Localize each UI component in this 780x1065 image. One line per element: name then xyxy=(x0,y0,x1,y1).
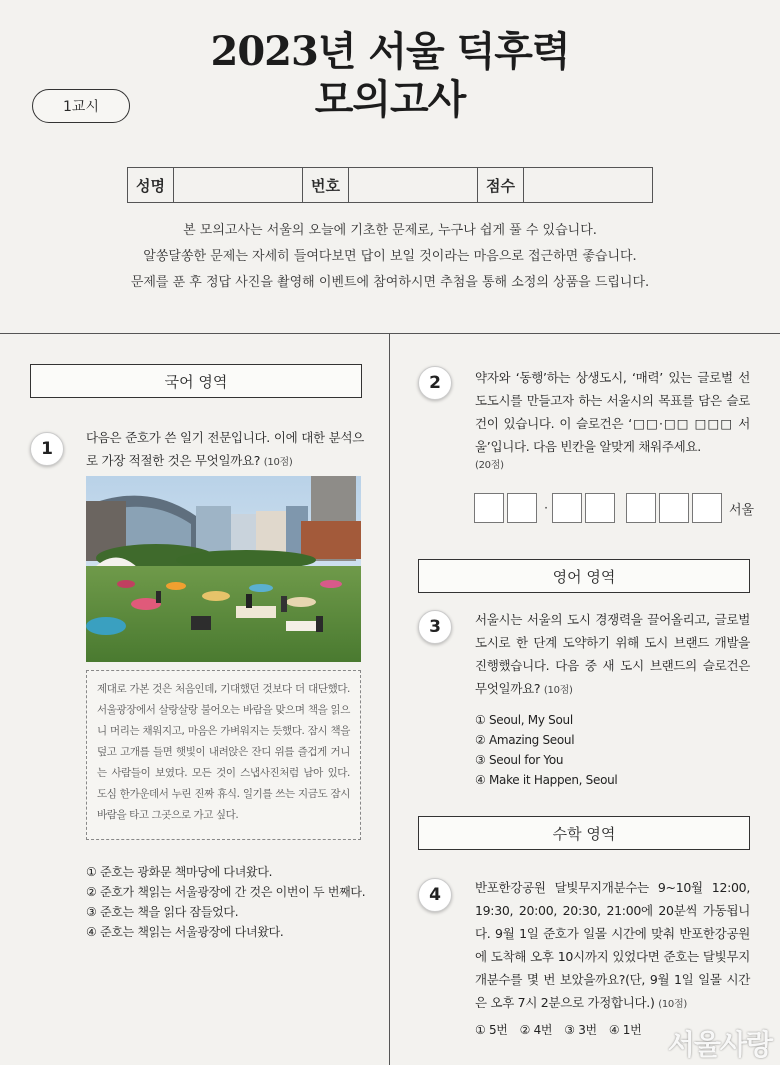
question-3-number: 3 xyxy=(418,610,452,644)
question-3-points: (10점) xyxy=(543,685,573,696)
score-field[interactable] xyxy=(524,168,652,202)
number-label: 번호 xyxy=(303,168,349,202)
question-3-option-1[interactable]: ① Seoul, My Soul xyxy=(475,713,573,727)
question-1-option-3[interactable]: ③ 준호는 책을 읽다 잠들었다. xyxy=(86,905,239,919)
answer-box-6[interactable] xyxy=(659,493,689,523)
intro-line-2: 알쏭달쏭한 문제는 자세히 들여다보면 답이 보일 것이라는 마음으로 접근하면 좋습니다. xyxy=(143,249,637,264)
question-4-number: 4 xyxy=(418,878,452,912)
question-4-options xyxy=(475,1020,675,1040)
answer-box-3[interactable] xyxy=(552,493,582,523)
student-info-table xyxy=(127,167,653,203)
answer-box-5[interactable] xyxy=(626,493,656,523)
section-math: 수학 영역 xyxy=(418,816,750,850)
exam-title-line1: 2023년 서울 덕후력 xyxy=(210,28,570,75)
question-2-body: 약자와 ‘동행’하는 상생도시, ‘매력’ 있는 글로벌 선도도시를 만들고자 하는 서울시의 목표를 담은 슬로건이 있습니다. 이 슬로건은 ‘□□·□□ □□□ 서울’입니다. 다음 빈칸을 알맞게 채워주세요. xyxy=(475,370,750,454)
exam-header xyxy=(0,0,780,333)
question-2-text xyxy=(475,366,750,474)
name-field[interactable] xyxy=(174,168,303,202)
question-2-answer-boxes xyxy=(474,493,754,523)
score-label: 점수 xyxy=(478,168,524,202)
answer-box-2[interactable] xyxy=(507,493,537,523)
intro-line-3: 문제를 푼 후 정답 사진을 촬영해 이벤트에 참여하시면 추첨을 통해 소정의 상품을 드립니다. xyxy=(130,275,650,290)
intro-line-1: 본 모의고사는 서울의 오늘에 기초한 문제로, 누구나 쉽게 풀 수 있습니다. xyxy=(183,223,597,238)
section-english: 영어 영역 xyxy=(418,559,750,593)
column-divider xyxy=(389,333,390,1065)
question-4-points: (10점) xyxy=(658,999,687,1010)
question-1-body: 다음은 준호가 쓴 일기 전문입니다. 이에 대한 분석으로 가장 적절한 것은 무엇일까요? xyxy=(86,430,364,468)
answer-box-1[interactable] xyxy=(474,493,504,523)
answer-suffix: 서울 xyxy=(729,502,755,518)
plaza-illustration xyxy=(86,476,361,662)
question-3-option-4[interactable]: ④ Make it Happen, Seoul xyxy=(475,773,618,787)
question-1-text xyxy=(86,426,364,474)
name-label: 성명 xyxy=(128,168,174,202)
question-4-option-3[interactable]: ③ 3번 xyxy=(564,1023,597,1037)
question-3-options xyxy=(475,710,750,790)
question-3-option-2[interactable]: ② Amazing Seoul xyxy=(475,733,575,747)
seoul-love-watermark: 서울사랑 xyxy=(667,1028,772,1061)
question-4-text xyxy=(475,876,750,1016)
question-4-body: 반포한강공원 달빛무지개분수는 9~10월 12:00, 19:30, 20:00, 20:30, 21:00에 20분씩 가동됩니다. 9월 1일 준호가 일몰 시간에 맞춰 반포한강공원에 도착해 오후 10시까지 있었다면 준호는 달빛무지개분수를 몇 번 보았을까요?(단, 9월 1일 일몰 시간은 오후 7시 2분으로 가정합니다.) xyxy=(475,880,750,1010)
diary-passage: 제대로 가본 것은 처음인데, 기대했던 것보다 더 대단했다. 서울광장에서 살랑살랑 불어오는 바람을 맞으며 책을 읽으니 머리는 채워지고, 마음은 가벼워지는 듯했다. 잠시 책을 덮고 고개를 들면 햇빛이 내려앉은 잔디 위를 즐겁게 거니는 사람들이 보였다. 모든 것이 스냅사진처럼 남아 있다. 도심 한가운데서 누린 진짜 휴식. 일기를 쓰는 지금도 잠시 바람을 타고 그곳으로 가고 싶다. xyxy=(86,670,361,840)
question-3-body: 서울시는 서울의 도시 경쟁력을 끌어올리고, 글로벌 도시로 한 단계 도약하기 위해 도시 브랜드 개발을 진행했습니다. 다음 중 새 도시 브랜드의 슬로건은 무엇일까요? xyxy=(475,612,750,696)
seoul-plaza-photo xyxy=(86,476,361,662)
question-1-options xyxy=(86,862,376,942)
answer-separator: · xyxy=(544,501,548,515)
question-3-option-3[interactable]: ③ Seoul for You xyxy=(475,753,564,767)
section-korean: 국어 영역 xyxy=(30,364,362,398)
number-field[interactable] xyxy=(349,168,478,202)
period-badge: 1교시 xyxy=(32,89,130,123)
question-4-option-4[interactable]: ④ 1번 xyxy=(608,1023,642,1037)
question-4-option-2[interactable]: ② 4번 xyxy=(519,1023,553,1037)
header-divider xyxy=(0,333,780,334)
question-1-option-4[interactable]: ④ 준호는 책읽는 서울광장에 다녀왔다. xyxy=(86,925,284,939)
question-4-option-1[interactable]: ① 5번 xyxy=(475,1023,508,1037)
question-1-number: 1 xyxy=(30,432,64,466)
question-2-points: (20점) xyxy=(475,460,504,471)
intro-text xyxy=(0,218,780,296)
question-2-number: 2 xyxy=(418,366,452,400)
question-1-option-1[interactable]: ① 준호는 광화문 책마당에 다녀왔다. xyxy=(86,865,273,879)
question-1-option-2[interactable]: ② 준호가 책읽는 서울광장에 간 것은 이번이 두 번째다. xyxy=(86,885,366,899)
answer-box-7[interactable] xyxy=(692,493,722,523)
answer-box-4[interactable] xyxy=(585,493,615,523)
question-3-text xyxy=(475,608,750,702)
question-1-points: (10점) xyxy=(263,457,293,468)
exam-title-line2: 모의고사 xyxy=(314,76,466,123)
